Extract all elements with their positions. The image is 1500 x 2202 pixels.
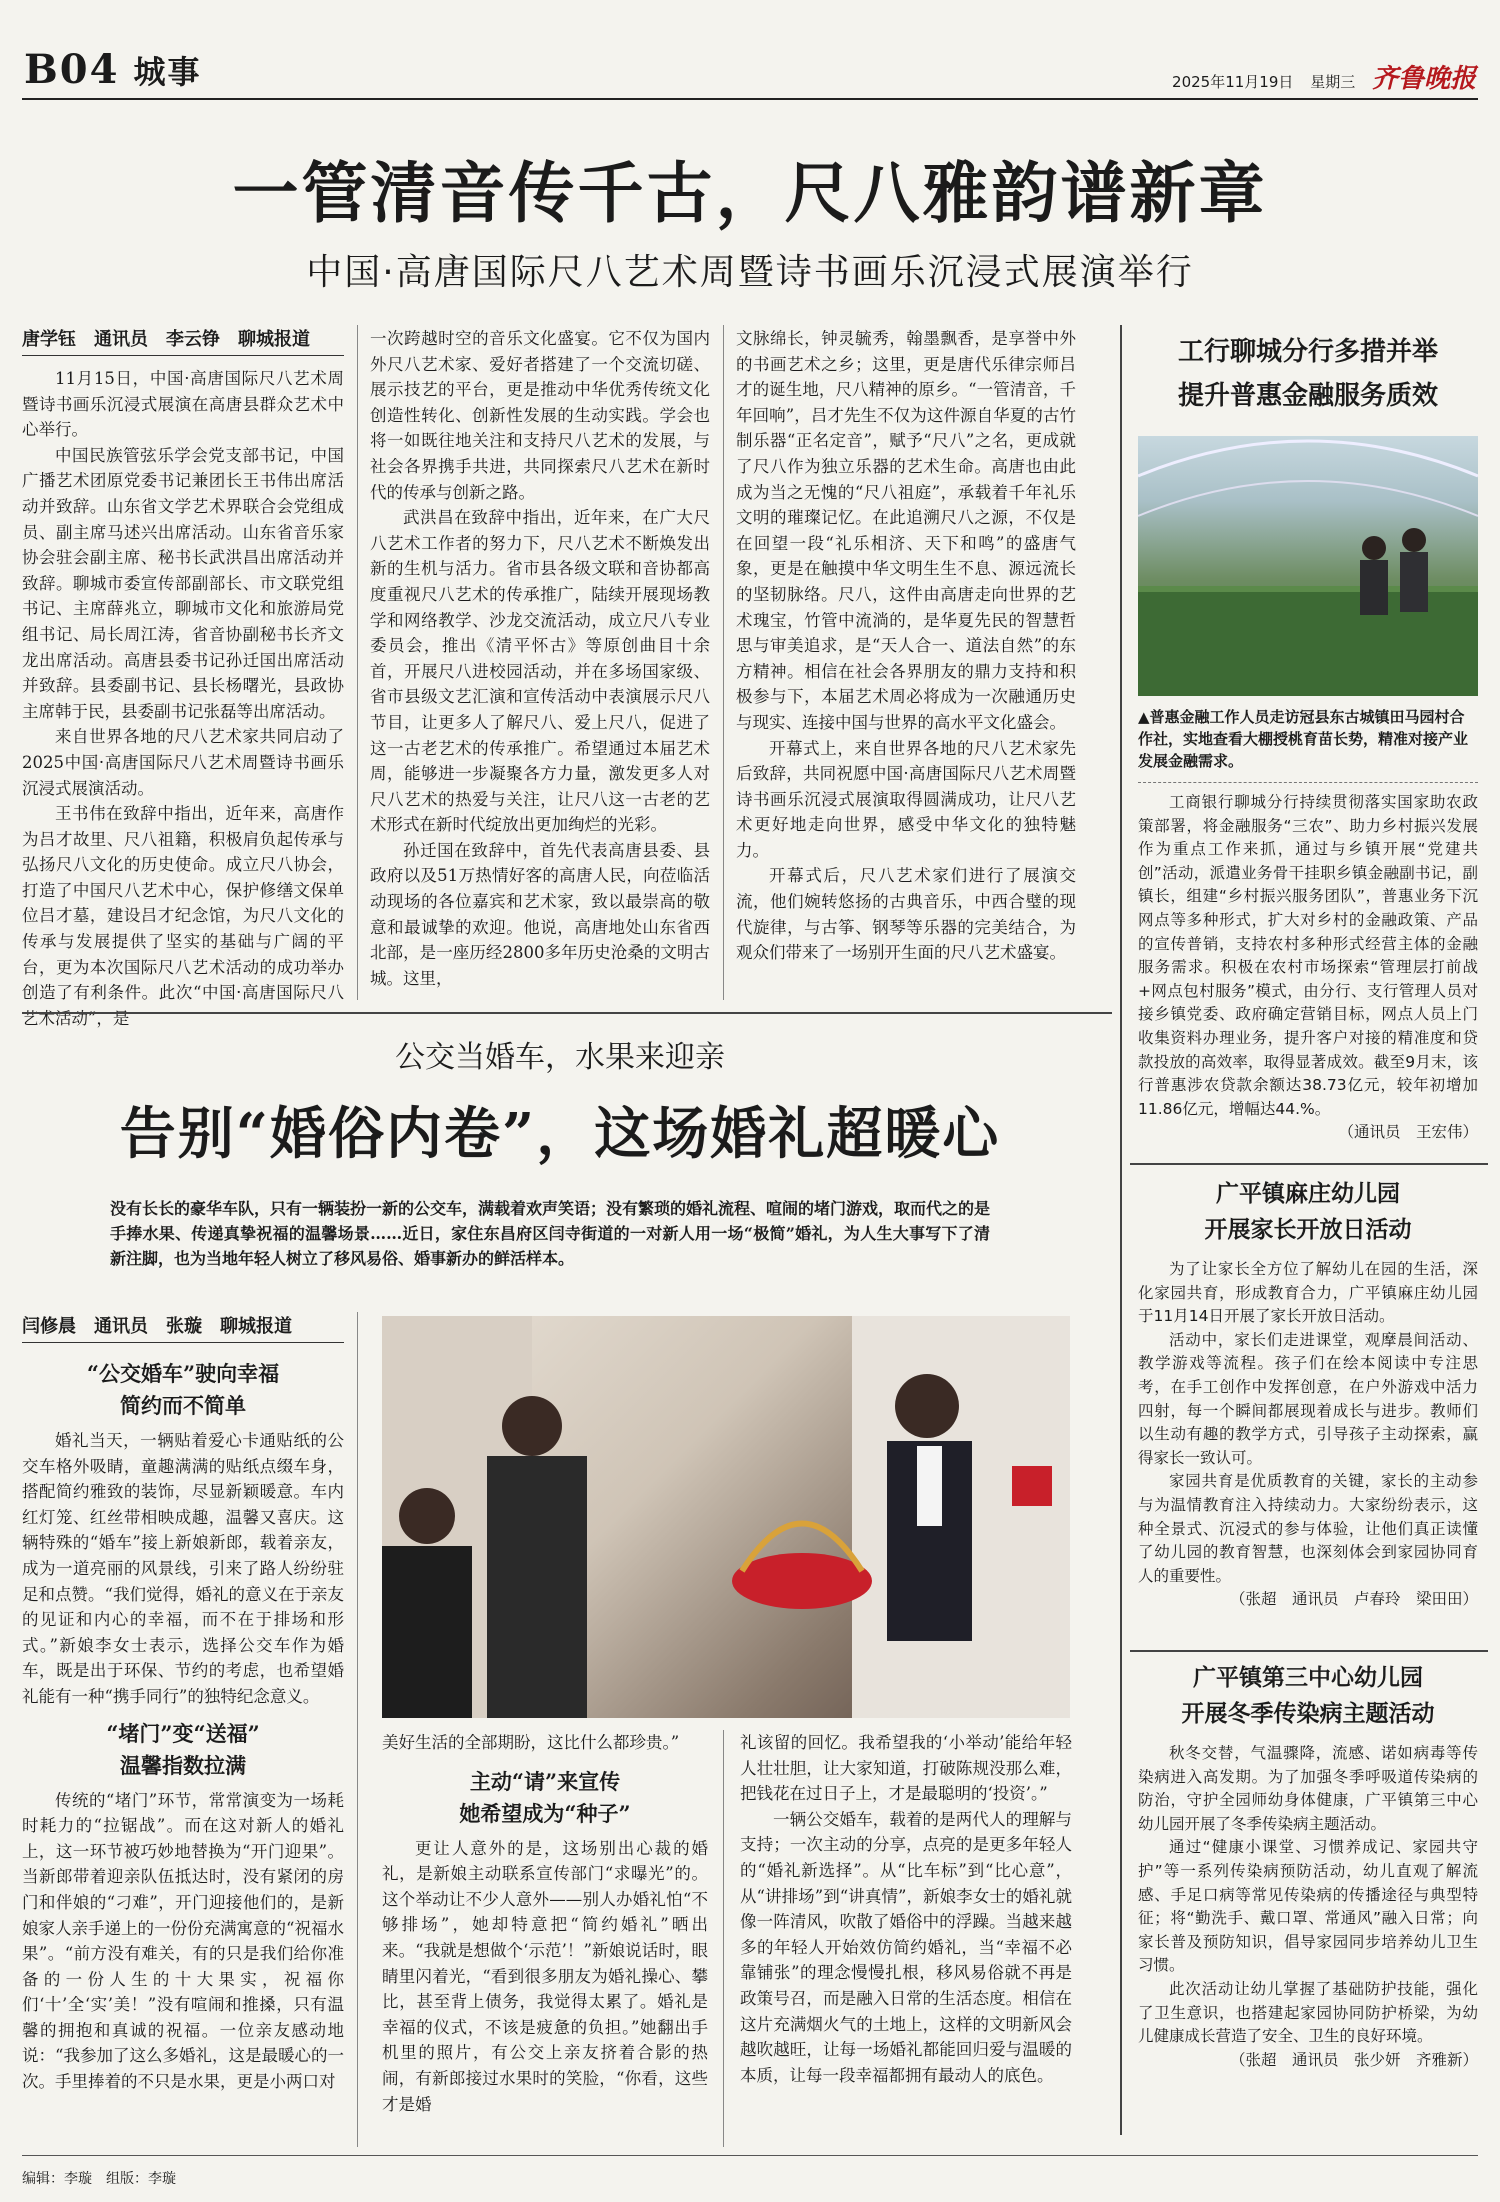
article2-kicker: 公交当婚车，水果来迎亲 xyxy=(395,1040,725,1075)
page-header-left xyxy=(24,46,202,93)
paragraph: 工商银行聊城分行持续贯彻落实国家助农政策部署，将金融服务“三农”、助力乡村振兴发展作为重点工作来抓，通过与乡镇开展“党建共创”活动，派遣业务骨干挂职乡镇金融副书记，副镇长，组建“乡村振兴服务团队”，普惠业务下沉网点等多种形式，扩大对乡村的金融政策、产品的宣传普销，支持农村多种形式经营主体的金融服务需求。积极在农村市场探索“管理层打前战+网点包村服务”模式，由分行、支行管理人员对接乡镇党委、政府确定营销目标，网点人员上门收集资料办理业务，提升客户对接的精准度和贷款投放的高效率，取得显著成效。截至9月末，该行普惠涉农贷款余额达38.73亿元，较年初增加11.86亿元，增幅达44.%。 xyxy=(1138,793,1478,1118)
paragraph: 传统的“堵门”环节，常常演变为一场耗时耗力的“拉锯战”。而在这对新人的婚礼上，这一环节被巧妙地替换为“开门迎果”。当新郎带着迎亲队伍抵达时，没有紧闭的房门和伴娘的“刁难”，开门迎接他们的，是新娘家人亲手递上的一份份充满寓意的“祝福水果”。“前方没有难关，有的只是我们给你准备的一份人生的十大果实，祝福你们‘十’全‘实’美！”没有喧闹和推搡，只有温馨的拥抱和真诚的祝福。一位亲友感动地说：“我参加了这么多婚礼，这是最暖心的一次。手里捧着的不只是水果，更是小两口对 xyxy=(22,1790,344,2092)
sidebar-story-3-credit: （张超 通讯员 张少妍 齐雅新） xyxy=(1229,2050,1478,2069)
article2-col2 xyxy=(382,1730,708,2117)
article1-title: 一管清音传千古，尺八雅韵谱新章 xyxy=(232,154,1268,232)
footer-rule xyxy=(22,2155,1478,2156)
paragraph: 通过“健康小课堂、习惯养成记、家园共守护”等一系列传染病预防活动，幼儿直观了解流感、手足口病等常见传染病的传播途径与典型特征；将“勤洗手、戴口罩、常通风”融入日常；向家长普及预防知识，倡导家园同步培养幼儿卫生习惯。 xyxy=(1138,1838,1478,1975)
paragraph: 11月15日，中国·高唐国际尺八艺术周暨诗书画乐沉浸式展演在高唐县群众艺术中心举行。 xyxy=(22,369,344,440)
paragraph: 王书伟在致辞中指出，近年来，高唐作为吕才故里、尺八祖籍，积极肩负起传承与弘扬尺八文化的历史使命。成立尺八协会，打造了中国尺八艺术中心，保护修缮文保单位吕才墓，建设吕才纪念馆，为尺八文化的传承与发展提供了坚实的基础与广阔的平台，更为本次国际尺八艺术活动的成功举办创造了有利条件。此次“中国·高唐国际尺八艺术活动”，是 xyxy=(22,804,344,1028)
paragraph: 一辆公交婚车，载着的是两代人的理解与支持；一次主动的分享，点亮的是更多年轻人的“婚礼新选择”。从“比车标”到“比心意”，从“讲排场”到“讲真情”，新娘李女士的婚礼就像一阵清风，吹散了婚俗中的浮躁。当越来越多的年轻人开始效仿简约婚礼，当“幸福不必靠铺张”的理念慢慢扎根，移风易俗就不再是政策号召，而是融入日常的生活态度。相信在这片充满烟火气的土地上，这样的文明新风会越吹越旺，让每一场婚礼都能回归爱与温暖的本质，让每一段幸福都拥有最动人的底色。 xyxy=(740,1809,1072,2085)
sidebar-rule xyxy=(1130,1650,1488,1652)
paragraph: 一次跨越时空的音乐文化盛宴。它不仅为国内外尺八艺术家、爱好者搭建了一个交流切磋、展示技艺的平台，更是推动中华优秀传统文化创造性转化、创新性发展的生动实践。学会也将一如既往地关注和支持尺八艺术的发展，与社会各界携手共进，共同探索尺八艺术在新时代的传承与创新之路。 xyxy=(370,329,710,502)
article1-subtitle: 中国·高唐国际尺八艺术周暨诗书画乐沉浸式展演举行 xyxy=(306,252,1194,293)
paragraph: 活动中，家长们走进课堂，观摩晨间活动、教学游戏等流程。孩子们在绘本阅读中专注思考，在手工创作中发挥创意，在户外游戏中活力四射，每一个瞬间都展现着成长与进步。教师们以生动有趣的教学方式，引导孩子主动探索，赢得家长一致认可。 xyxy=(1138,1330,1478,1467)
article1-col2 xyxy=(370,326,710,991)
paragraph: 婚礼当天，一辆贴着爱心卡通贴纸的公交车格外吸睛，童趣满满的贴纸点缀车身，搭配简约雅致的装饰，尽显新颖暖意。车内红灯笼、红丝带相映成趣，温馨又喜庆。这辆特殊的“婚车”接上新娘新郎，载着亲友，成为一道亮丽的风景线，引来了路人纷纷驻足和点赞。“我们觉得，婚礼的意义在于亲友的见证和内心的幸福，而不在于排场和形式。”新娘李女士表示，选择公交车作为婚车，既是出于环保、节约的考虑，也希望婚礼能有一种“携手同行”的独特纪念意义。 xyxy=(22,1431,344,1706)
article1-col3 xyxy=(736,326,1076,966)
footer-editor: 编辑：李璇 组版：李璇 xyxy=(22,2171,176,2187)
paragraph: 家园共育是优质教育的关键，家长的主动参与为温情教育注入持续动力。大家纷纷表示，这种全景式、沉浸式的参与体验，让他们真正读懂了幼儿园的教育智慧，也深刻体会到家园协同育人的重要性。 xyxy=(1138,1472,1478,1585)
article-separator xyxy=(22,1012,1112,1014)
paragraph: 秋冬交替，气温骤降，流感、诺如病毒等传染病进入高发期。为了加强冬季呼吸道传染病的防治，守护全园师幼身体健康，广平镇第三中心幼儿园开展了冬季传染病主题活动。 xyxy=(1138,1744,1478,1833)
sidebar-story-1 xyxy=(1138,330,1478,1145)
paragraph: 武洪昌在致辞中指出，近年来，在广大尺八艺术工作者的努力下，尺八艺术不断焕发出新的生机与活力。省市县各级文联和音协都高度重视尺八艺术的传承推广，陆续开展现场教学和网络教学、沙龙交流活动，成立尺八专业委员会，推出《清平怀古》等原创曲目十余首，开展尺八进校园活动，并在多场国家级、省市县级文艺汇演和宣传活动中表演展示尺八节目，让更多人了解尺八、爱上尺八，促进了这一古老艺术的传承推广。希望通过本届艺术周，能够进一步凝聚各方力量，激发更多人对尺八艺术的热爱与关注，让尺八这一古老的艺术形式在新时代绽放出更加绚烂的光彩。 xyxy=(370,508,710,835)
paragraph: 美好生活的全部期盼，这比什么都珍贵。” xyxy=(382,1733,680,1752)
section-name: 城事 xyxy=(133,53,202,91)
greenhouse-photo xyxy=(1138,436,1478,696)
sidebar-rule xyxy=(1130,1163,1488,1165)
column-divider xyxy=(357,1312,358,2147)
column-divider xyxy=(357,325,358,1000)
article2-title: 告别“婚俗内卷”，这场婚礼超暖心 xyxy=(119,1101,1001,1167)
issue-weekday: 星期三 xyxy=(1310,73,1356,91)
page-header-right xyxy=(1172,58,1476,95)
article2-col3 xyxy=(740,1730,1072,2088)
article1-col1 xyxy=(22,366,344,1031)
paragraph: 开幕式上，来自世界各地的尺八艺术家先后致辞，共同祝愿中国·高唐国际尺八艺术周暨诗书画乐沉浸式展演取得圆满成功，让尺八艺术更好地走向世界，感受中华文化的独特魅力。 xyxy=(736,738,1076,860)
paragraph: 中国民族管弦乐学会党支部书记，中国广播艺术团原党委书记兼团长王书伟出席活动并致辞。山东省文学艺术界联合会党组成员、副主席马述兴出席活动。山东省音乐家协会驻会副主席、秘书长武洪昌出席活动并致辞。聊城市委宣传部副部长、市文联党组书记、主席薛兆立，聊城市文化和旅游局党组书记、局长周江涛，省音协副秘书长齐文龙出席活动。高唐县委书记孙迁国出席活动并致辞。县委副书记、县长杨曙光，县政协主席韩于民，县委副书记张磊等出席活动。 xyxy=(22,445,344,721)
paragraph: 此次活动让幼儿掌握了基础防护技能，强化了卫生意识，也搭建起家园协同防护桥梁，为幼儿健康成长营造了安全、卫生的良好环境。 xyxy=(1138,1979,1478,2046)
header-rule xyxy=(22,98,1478,100)
article1-byline: 唐学钰 通讯员 李云铮 聊城报道 xyxy=(22,325,344,356)
paragraph: 为了让家长全方位了解幼儿在园的生活，深化家园共育，形成教育合力，广平镇麻庄幼儿园于11月14日开展了家长开放日活动。 xyxy=(1138,1260,1478,1326)
article2-lead: 没有长长的豪华车队，只有一辆装扮一新的公交车，满载着欢声笑语；没有繁琐的婚礼流程、喧闹的堵门游戏，取而代之的是手捧水果、传递真挚祝福的温馨场景……近日，家住东昌府区闫寺街道的一对新人用一场“极简”婚礼，为人生大事写下了清新注脚，也为当地年轻人树立了移风易俗、婚事新办的鲜活样本。 xyxy=(110,1199,991,1268)
column-divider xyxy=(723,1730,724,2147)
sidebar-story-2 xyxy=(1138,1176,1478,1612)
sidebar-divider xyxy=(1120,325,1122,2135)
sidebar-story-1-credit: （通讯员 王宏伟） xyxy=(1338,1123,1478,1142)
paragraph: 文脉绵长，钟灵毓秀，翰墨飘香，是享誉中外的书画艺术之乡；这里，更是唐代乐律宗师吕才的诞生地，尺八精神的原乡。“一管清音，千年回响”，吕才先生不仅为这件源自华夏的古竹制乐器“正名定音”，赋予“尺八”之名，更成就了尺八作为独立乐器的艺术生命。高唐也由此成为当之无愧的“尺八祖庭”，承载着千年礼乐文明的璀璨记忆。在此追溯尺八之源，不仅是在回望一段“礼乐相济、天下和鸣”的盛唐气象，更是在触摸中华文明生生不息、源远流长的坚韧脉络。尺八，这件由高唐走向世界的艺术瑰宝，竹管中流淌的，是华夏先民的智慧哲思与审美追求，是“天人合一、道法自然”的东方精神。相信在社会各界朋友的鼎力支持和积极参与下，本届艺术周必将成为一次融通历史与现实、连接中国与世界的高水平文化盛会。 xyxy=(736,329,1076,732)
sidebar-story-2-credit: （张超 通讯员 卢春玲 梁田田） xyxy=(1229,1590,1478,1609)
article2-subhead-1: “公交婚车”驶向幸福 简约而不简单 xyxy=(86,1361,280,1418)
issue-date: 2025年11月19日 xyxy=(1172,73,1294,91)
column-divider xyxy=(723,325,724,1000)
article2-col1 xyxy=(22,1350,344,2095)
caption-divider xyxy=(1138,782,1478,783)
paragraph: 开幕式后，尺八艺术家们进行了展演交流，他们婉转悠扬的古典音乐，中西合璧的现代旋律，与古筝、钢琴等乐器的完美结合，为观众们带来了一场别开生面的尺八艺术盛宴。 xyxy=(736,866,1076,963)
page-number: B04 xyxy=(24,46,120,93)
photo-caption: ▲普惠金融工作人员走访冠县东古城镇田马园村合作社，实地查看大棚授桃育苗长势，精准对接产业发展金融需求。 xyxy=(1138,708,1469,770)
article2-subhead-3: 主动“请”来宣传 她希望成为“种子” xyxy=(459,1768,631,1826)
paragraph: 更让人意外的是，这场别出心裁的婚礼，是新娘主动联系宣传部门“求曝光”的。这个举动让不少人意外——别人办婚礼怕“不够排场”，她却特意把“简约婚礼”晒出来。“我就是想做个‘示范’！”新娘说话时，眼睛里闪着光，“看到很多朋友为婚礼操心、攀比，甚至背上债务，我觉得太累了。婚礼是幸福的仪式，不该是疲惫的负担。”她翻出手机里的照片，有公交上亲友挤着合影的热闹，有新郎接过水果时的笑脸，“你看，这些才是婚 xyxy=(382,1838,708,2114)
paragraph: 礼该留的回忆。我希望我的‘小举动’能给年轻人壮壮胆，让大家知道，打破陈规没那么难，把钱花在过日子上，才是最聪明的‘投资’。” xyxy=(740,1733,1072,1804)
article2-byline: 闫修晨 通讯员 张璇 聊城报道 xyxy=(22,1312,344,1343)
article2-subhead-2: “堵门”变“送福” 温馨指数拉满 xyxy=(106,1720,260,1778)
sidebar-story-1-title: 工行聊城分行多措并举 提升普惠金融服务质效 xyxy=(1177,337,1438,411)
sidebar-story-3-title: 广平镇第三中心幼儿园 开展冬季传染病主题活动 xyxy=(1181,1664,1435,1727)
newspaper-brand: 齐鲁晚报 xyxy=(1371,64,1476,94)
wedding-photo xyxy=(382,1316,1070,1718)
paragraph: 来自世界各地的尺八艺术家共同启动了2025中国·高唐国际尺八艺术周暨诗书画乐沉浸式展演活动。 xyxy=(22,727,344,798)
paragraph: 孙迁国在致辞中，首先代表高唐县委、县政府以及51万热情好客的高唐人民，向莅临活动现场的各位嘉宾和艺术家，致以最崇高的敬意和最诚挚的欢迎。他说，高唐地处山东省西北部，是一座历经2800多年历史沧桑的文明古城。这里， xyxy=(370,840,710,988)
sidebar-story-3 xyxy=(1138,1660,1478,2072)
sidebar-story-2-title: 广平镇麻庄幼儿园 开展家长开放日活动 xyxy=(1204,1180,1412,1243)
